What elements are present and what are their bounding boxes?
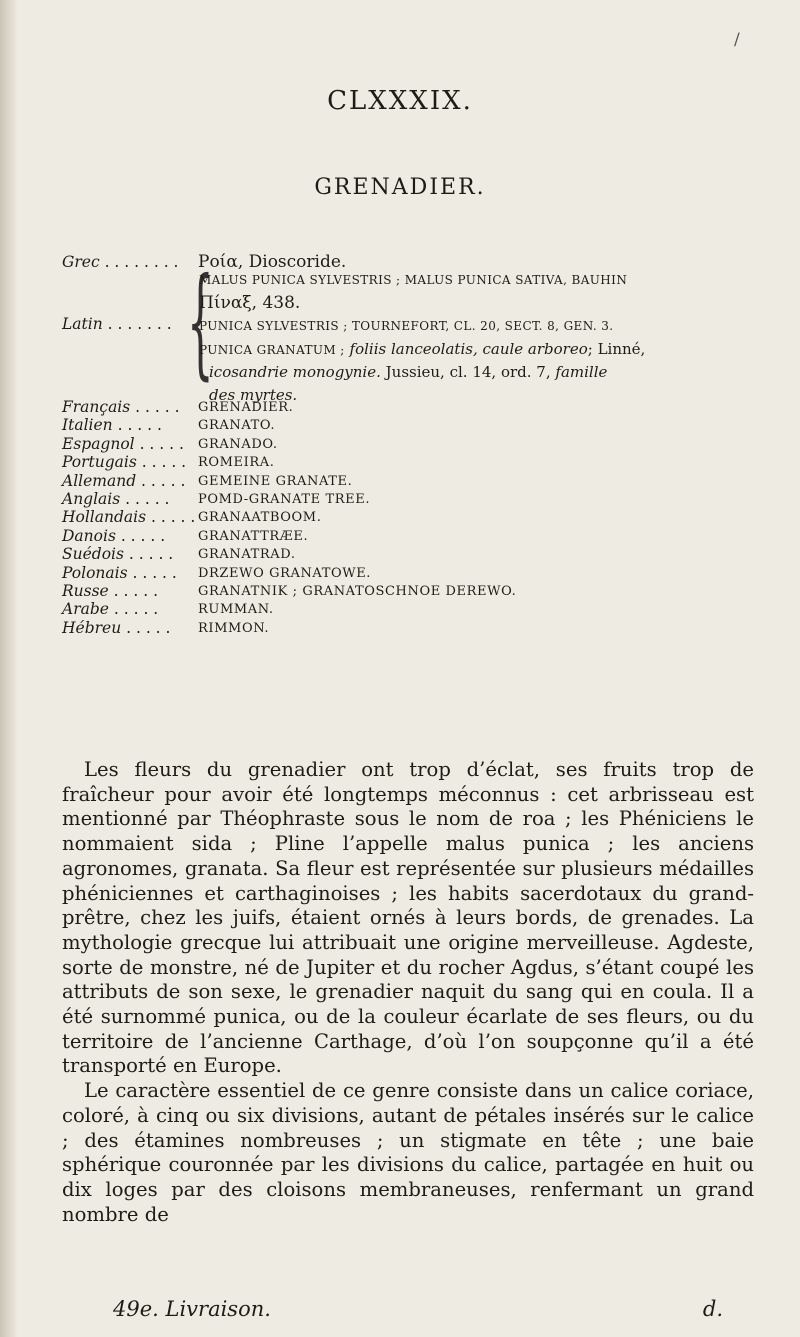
lang-value-row: GRANATRAD. [198,547,296,563]
lang-value-row: DRZEWO GRANATOWE. [198,565,372,581]
lang-label-row: Russe . . . . . [62,582,159,600]
lang-value-row: GRANATO. [198,418,276,434]
lang-value-row: GRENADIER. [198,400,294,415]
footer-signature: d. [702,1297,723,1321]
lang-value-row: POMD-GRANATE TREE. [198,492,371,507]
lang-value-row: GRANAATBOOM. [198,510,322,526]
latin-line-6: des myrtes. [209,385,298,404]
lang-label-row: Anglais . . . . . [62,490,170,508]
lang-value-row: GRANATNIK ; GRANATOSCHNOE DEREWO. [198,584,517,599]
lang-value-grec: Ροία, Dioscoride. [198,252,347,272]
latin-line-4: PUNICA GRANATUM ; foliis lanceolatis, caule arboreo; Linné, [199,339,646,358]
lang-label-row: Hollandais . . . . . [62,508,196,527]
lang-value-row: GRANADO. [198,436,278,452]
latin-names-block [199,268,759,406]
paragraph-1: Les fleurs du grenadier ont trop d’éclat, ses fruits trop de fraîcheur pour avoir été longtemps méconnus : cet arbrisseau est mentionné par Théophraste sous le nom de roa ; les Phéniciens le nommaient sida ; Pline l’appelle malus punica ; les anciens agronomes, granata. Sa fleur est représentée sur plusieurs médailles phéniciennes et carthaginoises ; les habits sacerdotaux du grand-prêtre, chez les juifs, étaient ornés à leurs bords, de grenades. La mythologie grecque lui attribuait une origine merveilleuse. Agdeste, sorte de monstre, né de Jupiter et du rocher Agdus, s’étant coupé les attributs de son sexe, le grenadier naquit du sang qui en coula. Il a été surnommé punica, ou de la couleur écarlate de ses fleurs, ou du territoire de l’ancienne Carthage, d’où l’on soupçonne qu’il a été transporté en Europe. [62,758,754,1078]
lang-value-row: GRANATTRÆE. [198,528,309,544]
latin-line-2: Πίναξ, 438. [199,292,301,313]
lang-label-row: Suédois . . . . . [62,545,174,564]
lang-label-row: Espagnol . . . . . [62,434,184,453]
lang-label-grec: Grec . . . . . . . . [62,253,179,271]
lang-label-row: Italien . . . . . [62,416,162,435]
lang-label-latin: Latin . . . . . . . [62,315,172,333]
lang-label-row: Portugais . . . . . [62,453,187,472]
latin-brace: { [187,253,214,392]
latin-line-3: PUNICA SYLVESTRIS ; TOURNEFORT, CL. 20, SECT. 8, GEN. 3. [199,319,614,333]
lang-label-row: Polonais . . . . . [62,563,177,582]
latin-line-1: MALUS PUNICA SYLVESTRIS ; MALUS PUNICA SATIVA, BAUHIN [199,273,628,287]
latin-line-5: icosandrie monogynie. Jussieu, cl. 14, ord. 7, famille [209,363,608,381]
page-edge-shadow [0,0,18,1337]
lang-value-row: GEMEINE GRANATE. [198,473,353,489]
lang-value-row: ROMEIRA. [198,455,275,471]
lang-label-row: Français . . . . . [62,398,180,416]
paragraph-2: Le caractère essentiel de ce genre consiste dans un calice coriace, coloré, à cinq ou six divisions, autant de pétales insérés sur le calice ; des étamines nombreuses ; un stigmate en tête ; une baie sphérique couronnée par les divisions du calice, partagée en huit ou dix loges par des cloisons membraneuses, renfermant un grand nombre de [62,1079,754,1226]
body-text [62,758,754,1227]
page-title: GRENADIER. [314,175,486,200]
lang-value-row: RUMMAN. [198,602,274,618]
page-footer [113,1297,723,1321]
lang-label-row: Allemand . . . . . [62,471,186,490]
lang-label-row: Hébreu . . . . . [62,618,171,637]
corner-mark: / [734,30,740,50]
lang-label-row: Danois . . . . . [62,526,166,545]
lang-value-row: RIMMON. [198,620,270,636]
lang-label-row: Arabe . . . . . [62,600,159,619]
footer-livraison: 49e. Livraison. [113,1297,271,1321]
page-number: CLXXXIX. [327,86,473,116]
